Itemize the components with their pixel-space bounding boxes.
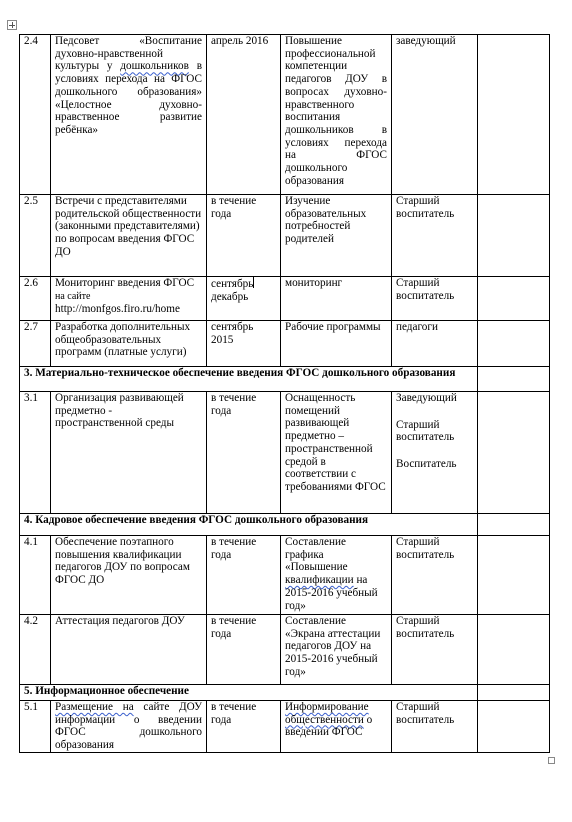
term-cell: апрель 2016 xyxy=(207,35,281,195)
empty-cell xyxy=(478,367,550,392)
event-cell: Аттестация педагогов ДОУ xyxy=(51,615,207,685)
event-cell: Обеспечение поэтапного повышения квалификации педагогов ДОУ по вопросам ФГОС ДО xyxy=(51,536,207,615)
row-number: 2.6 xyxy=(20,277,51,321)
section-title: 4. Кадровое обеспечение введения ФГОС дошкольного образования xyxy=(20,514,478,536)
table-row xyxy=(20,321,550,367)
empty-cell xyxy=(478,277,550,321)
empty-cell xyxy=(478,514,550,536)
event-cell: Организация развивающей предметно - пространственной среды xyxy=(51,392,207,514)
responsible-cell: Старший воспитатель xyxy=(392,277,478,321)
spellcheck-underline: Размещение на xyxy=(55,701,134,713)
section-header-row xyxy=(20,685,550,701)
responsible-cell: заведующий xyxy=(392,35,478,195)
spellcheck-underline: квалификации xyxy=(285,574,354,587)
empty-cell xyxy=(478,321,550,367)
responsible-cell: Старший воспитатель xyxy=(392,701,478,753)
term-cell: сентябрь декабрь xyxy=(207,277,281,321)
row-number: 3.1 xyxy=(20,392,51,514)
row-number: 2.4 xyxy=(20,35,51,195)
section-header-row xyxy=(20,514,550,536)
monitoring-url: http://monfgos.firo.ru/home xyxy=(55,303,180,316)
responsible-cell: педагоги xyxy=(392,321,478,367)
event-cell: Размещение на сайте ДОУ информации о введении ФГОС дошкольного образования xyxy=(51,701,207,753)
responsible-cell: Старший воспитатель xyxy=(392,536,478,615)
event-cell: Педсовет «Воспитание духовно-нравственной культуры у дошкольников в условиях перехода на ФГОС дошкольного образования» «Целостное духовно-нравственное развитие ребёнка» xyxy=(51,35,207,195)
term-cell: сентябрь 2015 xyxy=(207,321,281,367)
table-row xyxy=(20,195,550,277)
section-title: 5. Информационное обеспечение xyxy=(20,685,478,701)
responsible-cell: Заведующий Старший воспитатель Воспитатель xyxy=(392,392,478,514)
term-cell: в течение года xyxy=(207,195,281,277)
row-number: 2.7 xyxy=(20,321,51,367)
responsible-cell: Старший воспитатель xyxy=(392,195,478,277)
result-cell: Изучение образовательных потребностей родителей xyxy=(281,195,392,277)
section-header-row xyxy=(20,367,550,392)
table-row xyxy=(20,701,550,753)
spellcheck-underline: Информирование общественности xyxy=(285,701,369,726)
table-row xyxy=(20,536,550,615)
event-cell: Мониторинг введения ФГОС на сайте http://monfgos.firo.ru/home xyxy=(51,277,207,321)
empty-cell xyxy=(478,615,550,685)
table-row xyxy=(20,277,550,321)
table-row xyxy=(20,392,550,514)
event-cell: Разработка дополнительных общеобразовательных программ (платные услуги) xyxy=(51,321,207,367)
term-cell: в течение года xyxy=(207,615,281,685)
result-cell: Повышение профессиональной компетенции педагогов ДОУ в вопросах духовно-нравственного воспитания дошкольников в условиях перехода на ФГОС дошкольного образования xyxy=(281,35,392,195)
spellcheck-underline: дошкольников xyxy=(120,60,189,73)
table-row xyxy=(20,615,550,685)
result-cell: Рабочие программы xyxy=(281,321,392,367)
term-cell: в течение года xyxy=(207,392,281,514)
section-title: 3. Материально-техническое обеспечение введения ФГОС дошкольного образования xyxy=(20,367,478,392)
event-cell: Встречи с представителями родительской общественности (законными представителями) по вопросам введения ФГОС ДО xyxy=(51,195,207,277)
row-number: 4.1 xyxy=(20,536,51,615)
empty-cell xyxy=(478,392,550,514)
text-cursor xyxy=(253,277,254,288)
term-cell: в течение года xyxy=(207,701,281,753)
result-cell: Информирование общественности о введении ФГОС xyxy=(281,701,392,753)
term-cell: в течение года xyxy=(207,536,281,615)
row-number: 2.5 xyxy=(20,195,51,277)
row-number: 4.2 xyxy=(20,615,51,685)
responsible-cell: Старший воспитатель xyxy=(392,615,478,685)
result-cell: Оснащенность помещений развивающей предметно – пространственной средой в соответствии с требованиями ФГОС xyxy=(281,392,392,514)
row-number: 5.1 xyxy=(20,701,51,753)
result-cell: Составление «Экрана аттестации педагогов ДОУ на 2015-2016 учебный год» xyxy=(281,615,392,685)
result-cell: Составление графика «Повышение квалификации на 2015-2016 учебный год» xyxy=(281,536,392,615)
table-row xyxy=(20,35,550,195)
empty-cell xyxy=(478,536,550,615)
empty-cell xyxy=(478,195,550,277)
result-cell: мониторинг xyxy=(281,277,392,321)
table-move-handle[interactable] xyxy=(7,20,17,30)
empty-cell xyxy=(478,35,550,195)
plan-table xyxy=(19,34,550,753)
table-resize-handle[interactable] xyxy=(548,757,555,764)
empty-cell xyxy=(478,685,550,701)
empty-cell xyxy=(478,701,550,753)
